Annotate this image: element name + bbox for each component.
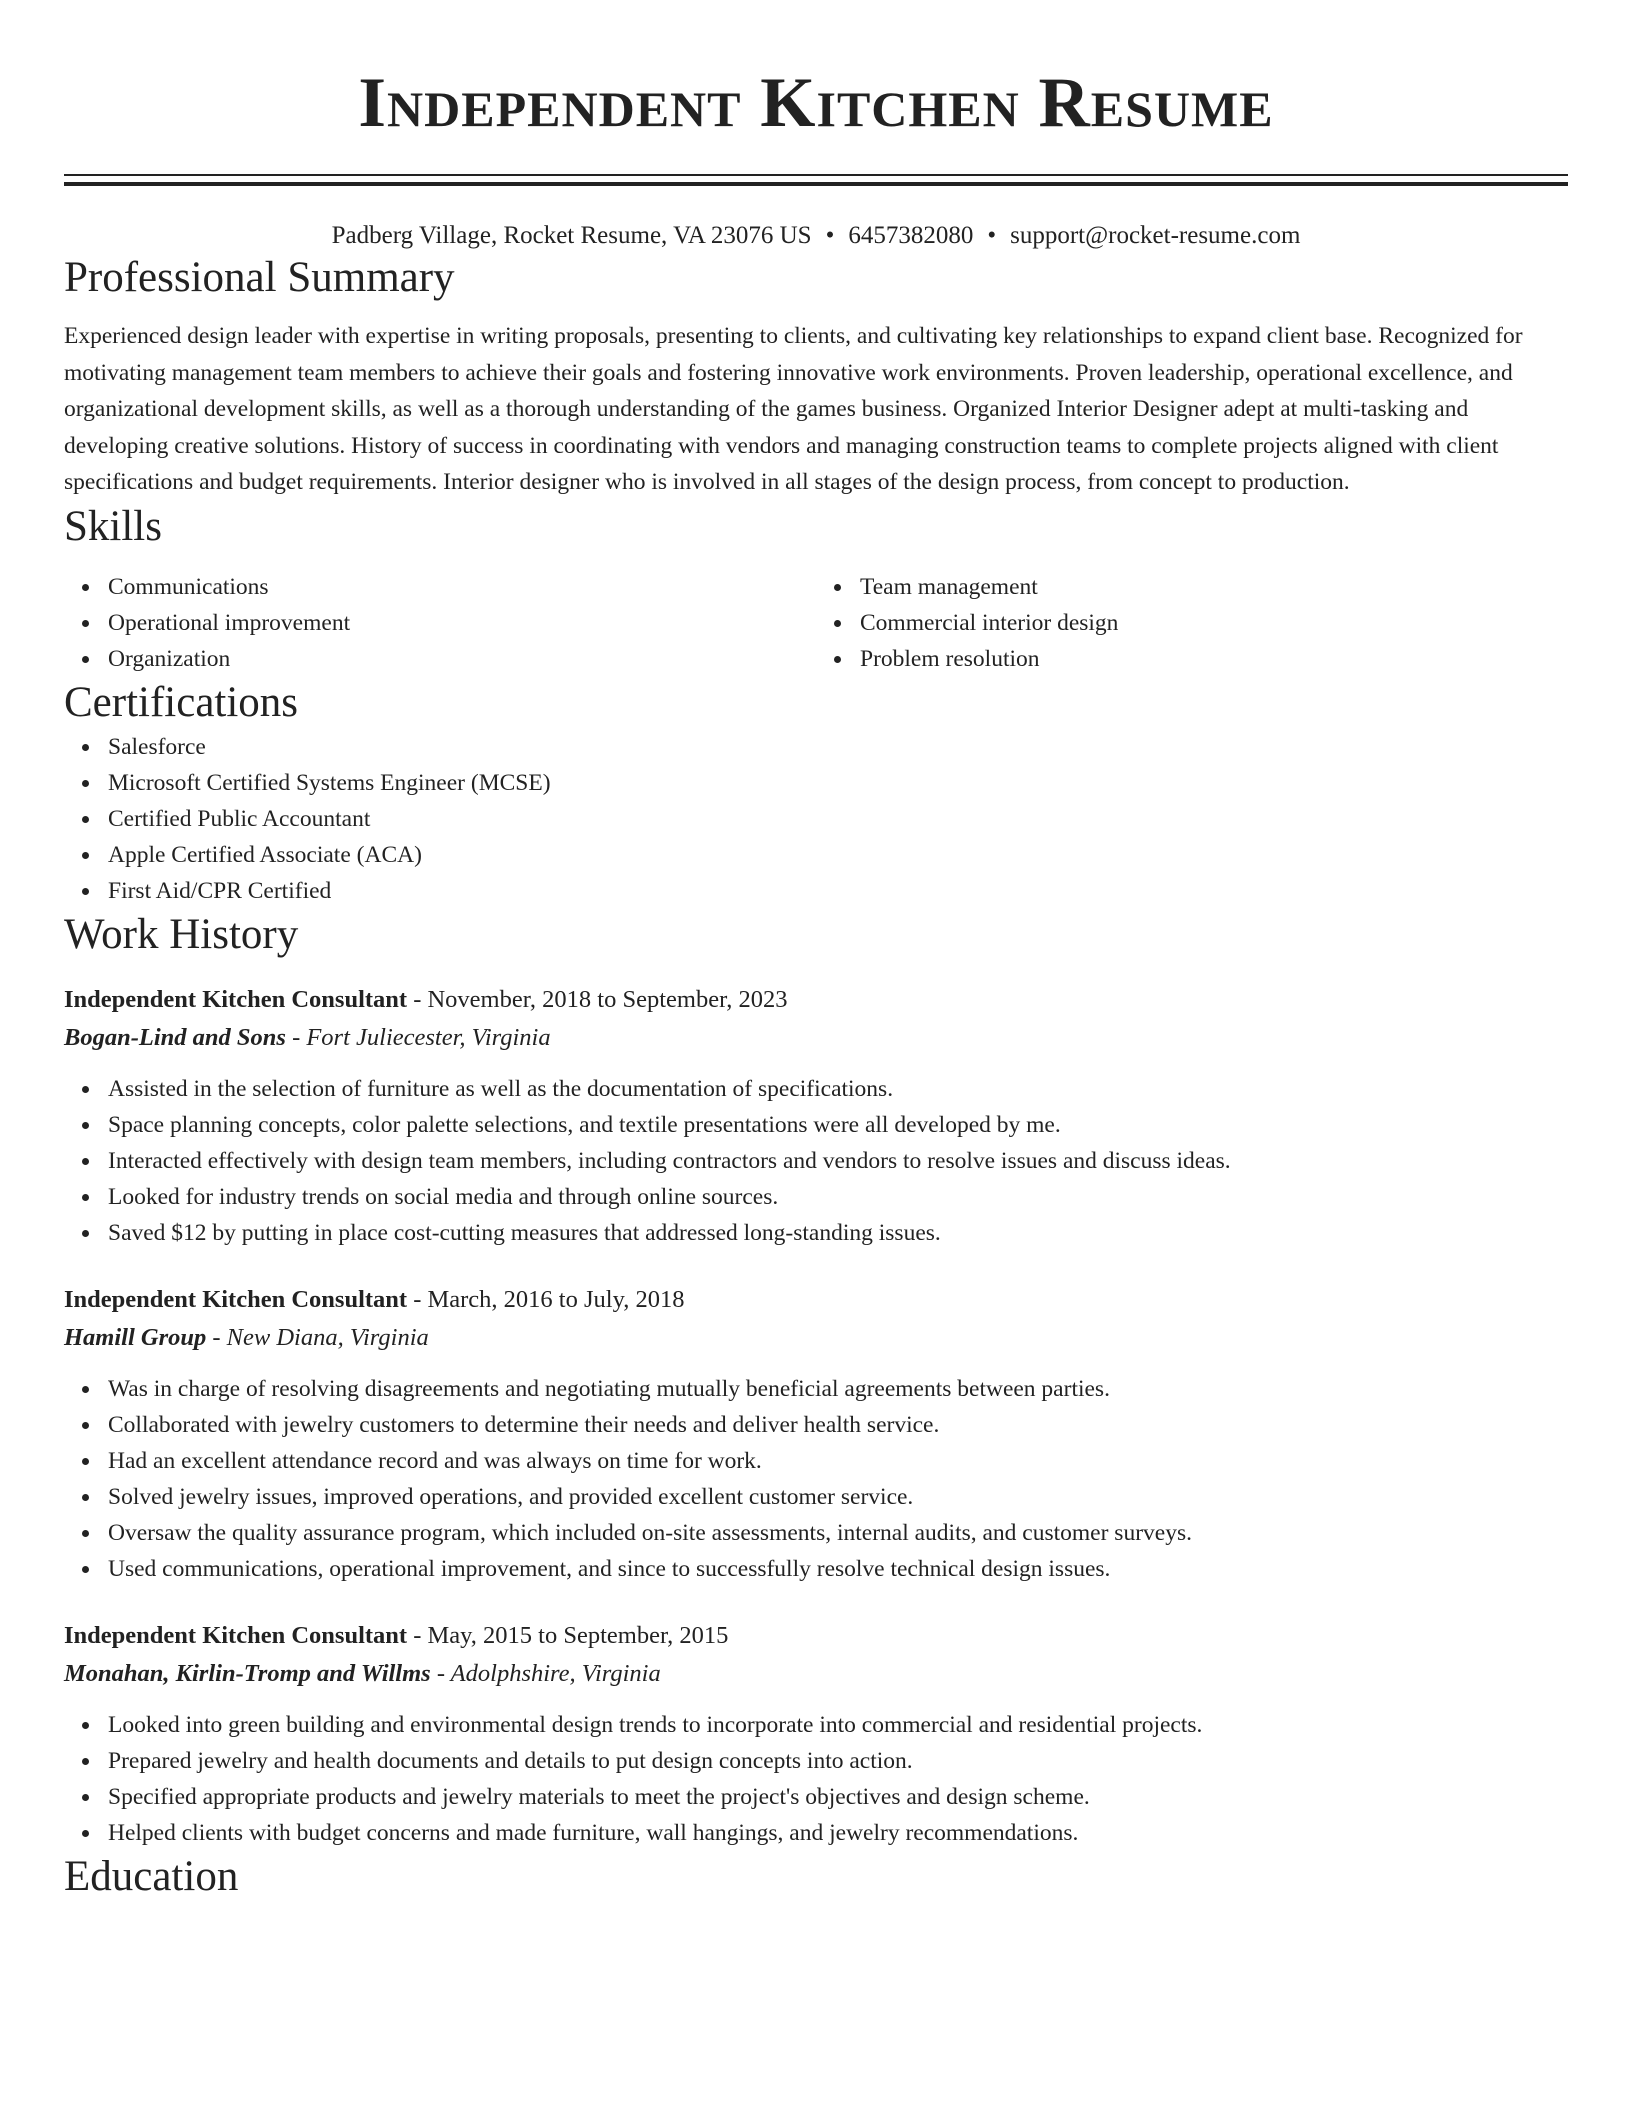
job-bullet: Specified appropriate products and jewelry materials to meet the project's objectives and design scheme. bbox=[108, 1779, 1568, 1815]
job-entry bbox=[64, 981, 1568, 1251]
contact-line bbox=[64, 220, 1568, 252]
job-bullet: Saved $12 by putting in place cost-cutting measures that addressed long-standing issues. bbox=[108, 1215, 1568, 1251]
skill-item: Organization bbox=[108, 641, 816, 677]
company-name: Bogan-Lind and Sons bbox=[64, 1023, 286, 1051]
certifications-heading: Certifications bbox=[64, 678, 299, 726]
contact-address: Padberg Village, Rocket Resume, VA 23076 US bbox=[331, 222, 812, 249]
job-entry bbox=[64, 1617, 1568, 1851]
summary-heading: Professional Summary bbox=[64, 254, 455, 301]
title-divider-thick bbox=[64, 182, 1568, 186]
certification-item: Salesforce bbox=[108, 729, 1568, 765]
job-entry bbox=[64, 1281, 1568, 1587]
title-divider-thin bbox=[64, 174, 1568, 176]
certification-item: Microsoft Certified Systems Engineer (MCSE) bbox=[108, 765, 1568, 801]
job-title: Independent Kitchen Consultant bbox=[64, 985, 408, 1013]
job-bullet: Looked into green building and environmental design trends to incorporate into commercial and residential projects. bbox=[108, 1707, 1568, 1743]
contact-email: support@rocket-resume.com bbox=[1010, 222, 1301, 249]
job-title: Independent Kitchen Consultant bbox=[64, 1621, 408, 1649]
resume-title: Independent Kitchen Resume bbox=[358, 64, 1274, 142]
company-line bbox=[64, 1655, 1568, 1693]
skill-item: Operational improvement bbox=[108, 605, 816, 641]
job-title: Independent Kitchen Consultant bbox=[64, 1285, 408, 1313]
job-bullet: Solved jewelry issues, improved operations, and provided excellent customer service. bbox=[108, 1479, 1568, 1515]
contact-separator: • bbox=[825, 222, 835, 249]
job-bullet: Assisted in the selection of furniture as well as the documentation of specifications. bbox=[108, 1071, 1568, 1107]
job-bullet: Interacted effectively with design team members, including contractors and vendors to resolve issues and discuss ideas. bbox=[108, 1143, 1568, 1179]
job-bullet: Collaborated with jewelry customers to determine their needs and deliver health service. bbox=[108, 1407, 1568, 1443]
skills-list-right bbox=[816, 569, 1568, 677]
job-bullet: Prepared jewelry and health documents and details to put design concepts into action. bbox=[108, 1743, 1568, 1779]
summary-text: Experienced design leader with expertise in writing proposals, presenting to clients, and cultivating key relationships to expand client base. Recognized for motivating management team members to achieve their goals and fostering innovative work environments. Proven leadership, operational excellence, and organizational development skills, as well as a thorough understanding of the games business. Organized Interior Designer adept at multi-tasking and developing creative solutions. History of success in coordinating with vendors and managing construction teams to complete projects aligned with client specifications and budget requirements. Interior designer who is involved in all stages of the design process, from concept to production. bbox=[64, 323, 1523, 495]
certification-item: Apple Certified Associate (ACA) bbox=[108, 837, 1568, 873]
company-location: - New Diana, Virginia bbox=[206, 1323, 429, 1351]
job-dates: - March, 2016 to July, 2018 bbox=[407, 1285, 685, 1313]
company-location: - Adolphshire, Virginia bbox=[430, 1659, 661, 1687]
certification-item: First Aid/CPR Certified bbox=[108, 873, 1568, 909]
education-heading: Education bbox=[64, 1852, 239, 1900]
job-bullet: Used communications, operational improvement, and since to successfully resolve technical design issues. bbox=[108, 1551, 1568, 1587]
job-bullets bbox=[64, 1707, 1568, 1851]
skills-grid bbox=[64, 569, 1568, 677]
job-bullet: Space planning concepts, color palette selections, and textile presentations were all developed by me. bbox=[108, 1107, 1568, 1143]
skill-item: Communications bbox=[108, 569, 816, 605]
job-bullets bbox=[64, 1071, 1568, 1251]
job-bullet: Had an excellent attendance record and was always on time for work. bbox=[108, 1443, 1568, 1479]
skills-heading: Skills bbox=[64, 502, 162, 550]
job-bullets bbox=[64, 1371, 1568, 1587]
job-bullet: Helped clients with budget concerns and made furniture, wall hangings, and jewelry recommendations. bbox=[108, 1815, 1568, 1851]
job-title-line bbox=[64, 1281, 1568, 1319]
company-name: Hamill Group bbox=[64, 1323, 207, 1351]
skill-item: Team management bbox=[860, 569, 1568, 605]
job-bullet: Looked for industry trends on social media and through online sources. bbox=[108, 1179, 1568, 1215]
skill-item: Commercial interior design bbox=[860, 605, 1568, 641]
job-dates: - May, 2015 to September, 2015 bbox=[407, 1621, 729, 1649]
job-bullet: Oversaw the quality assurance program, which included on-site assessments, internal audits, and customer surveys. bbox=[108, 1515, 1568, 1551]
certifications-list bbox=[64, 729, 1568, 909]
job-title-line bbox=[64, 981, 1568, 1019]
skills-list-left bbox=[64, 569, 816, 677]
company-name: Monahan, Kirlin-Tromp and Willms bbox=[64, 1659, 431, 1687]
job-title-line bbox=[64, 1617, 1568, 1655]
contact-phone: 6457382080 bbox=[848, 222, 974, 249]
company-line bbox=[64, 1019, 1568, 1057]
job-bullet: Was in charge of resolving disagreements and negotiating mutually beneficial agreements between parties. bbox=[108, 1371, 1568, 1407]
company-line bbox=[64, 1319, 1568, 1357]
certification-item: Certified Public Accountant bbox=[108, 801, 1568, 837]
contact-separator: • bbox=[987, 222, 997, 249]
skill-item: Problem resolution bbox=[860, 641, 1568, 677]
company-location: - Fort Juliecester, Virginia bbox=[285, 1023, 551, 1051]
job-dates: - November, 2018 to September, 2023 bbox=[407, 985, 788, 1013]
work-history-heading: Work History bbox=[64, 910, 299, 958]
